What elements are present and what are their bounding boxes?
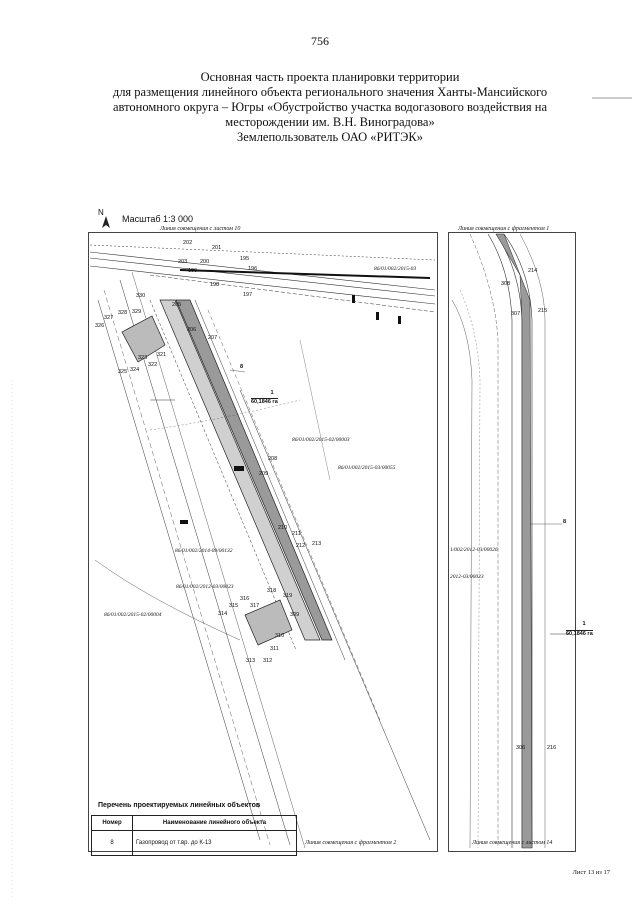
point-label: 317 <box>250 603 260 609</box>
point-label: 308 <box>501 281 511 287</box>
caption-top-left: Линия совмещения с листом 10 <box>160 226 241 232</box>
point-label: 208 <box>268 456 278 462</box>
title-line-5: Землепользователь ОАО «РИТЭК» <box>236 130 424 144</box>
map-frame-right <box>448 232 576 852</box>
point-label: 326 <box>95 323 105 329</box>
point-label: 212 <box>296 543 306 549</box>
title-line-1: Основная часть проекта планировки территории <box>200 70 460 84</box>
point-label: 323 <box>138 355 148 361</box>
parcel-area: 60,1846 га <box>566 631 593 637</box>
point-label: 215 <box>538 308 548 314</box>
legend-row-name: Газопровод от т.вр. до К-13 <box>133 831 297 856</box>
legend-title: Перечень проектируемых линейных объектов <box>98 802 261 809</box>
cadastral-label: 86/01/002/2015-03/00055 <box>338 465 396 471</box>
point-label: 210 <box>278 525 288 531</box>
point-label: 213 <box>312 541 322 547</box>
scale-label: Масштаб 1:3 000 <box>122 214 194 224</box>
point-label: 209 <box>259 471 269 477</box>
point-label: 324 <box>130 367 140 373</box>
point-label: 313 <box>246 658 256 664</box>
cadastral-label: 86/01/002/2015-02/00004 <box>104 612 162 618</box>
point-label: 312 <box>263 658 273 664</box>
point-label: 211 <box>292 531 301 537</box>
point-label: 329 <box>132 309 142 315</box>
north-arrow-icon <box>102 216 110 228</box>
point-label: 318 <box>267 588 277 594</box>
map-frame-left <box>88 232 438 852</box>
north-arrow-label: N <box>98 208 104 217</box>
legend-header-row <box>92 816 297 831</box>
point-label: 214 <box>528 268 538 274</box>
point-label: 315 <box>229 603 239 609</box>
cadastral-label: 86/01/002/2015-03 <box>374 266 417 272</box>
cadastral-label: 1/002/2012-03/00026 <box>450 547 498 553</box>
point-label: 325 <box>118 369 128 375</box>
point-label: 310 <box>275 633 285 639</box>
object-label: 8 <box>240 364 244 370</box>
point-label: 330 <box>136 293 146 299</box>
point-label: 198 <box>210 282 220 288</box>
point-label: 203 <box>178 259 188 265</box>
point-label: 199 <box>188 268 198 274</box>
legend-row-number: 8 <box>92 831 133 856</box>
cadastral-label: 86/01/002/2012-03/00023 <box>176 584 234 590</box>
point-label: 196 <box>248 266 258 272</box>
point-label: 197 <box>243 292 253 298</box>
point-label: 327 <box>104 315 114 321</box>
point-label: 195 <box>240 256 250 262</box>
point-label: 316 <box>240 596 250 602</box>
sheet-footer: Лист 13 из 17 <box>572 869 610 876</box>
point-label: 206 <box>187 327 197 333</box>
object-label: 8 <box>563 519 567 525</box>
cadastral-label: 86/01/002/2014-09/00132 <box>175 548 233 554</box>
cadastral-label: 86/01/002/2015-02/00003 <box>292 437 350 443</box>
legend-header-name: Наименование линейного объекта <box>133 816 297 831</box>
legend-table <box>91 815 297 856</box>
title-line-4: месторождении им. В.Н. Виноградова» <box>225 115 435 129</box>
point-label: 328 <box>118 310 128 316</box>
point-label: 319 <box>283 593 293 599</box>
parcel-number: 1 <box>270 390 274 396</box>
point-label: 200 <box>200 259 210 265</box>
parcel-number: 1 <box>582 621 586 627</box>
point-label: 309 <box>290 612 300 618</box>
title-line-2: для размещения линейного объекта регионального значения Ханты-Мансийского <box>112 85 548 99</box>
point-label: 207 <box>208 335 218 341</box>
parcel-area: 60,1846 га <box>251 399 278 405</box>
cadastral-label: 2012-03/00023 <box>450 574 484 580</box>
point-label: 201 <box>212 245 222 251</box>
legend-row <box>92 831 297 856</box>
caption-bottom-left: Линия совмещения с фрагментом 2 <box>305 840 397 846</box>
point-label: 306 <box>516 745 526 751</box>
point-label: 321 <box>157 352 167 358</box>
point-label: 314 <box>218 611 228 617</box>
title-line-3: автономного округа – Югры «Обустройство участка водогазового воздействия на <box>112 100 548 114</box>
caption-bottom-right: Линия совмещения с листом 14 <box>472 840 553 846</box>
point-label: 322 <box>148 362 158 368</box>
point-label: 307 <box>511 311 521 317</box>
page-number: 756 <box>311 34 329 48</box>
point-label: 216 <box>547 745 557 751</box>
point-label: 202 <box>183 240 193 246</box>
caption-top-right: Линия совмещения с фрагментом 1 <box>458 226 550 232</box>
point-label: 311 <box>270 646 279 652</box>
legend-header-number: Номер <box>92 816 133 831</box>
point-label: 205 <box>172 302 182 308</box>
